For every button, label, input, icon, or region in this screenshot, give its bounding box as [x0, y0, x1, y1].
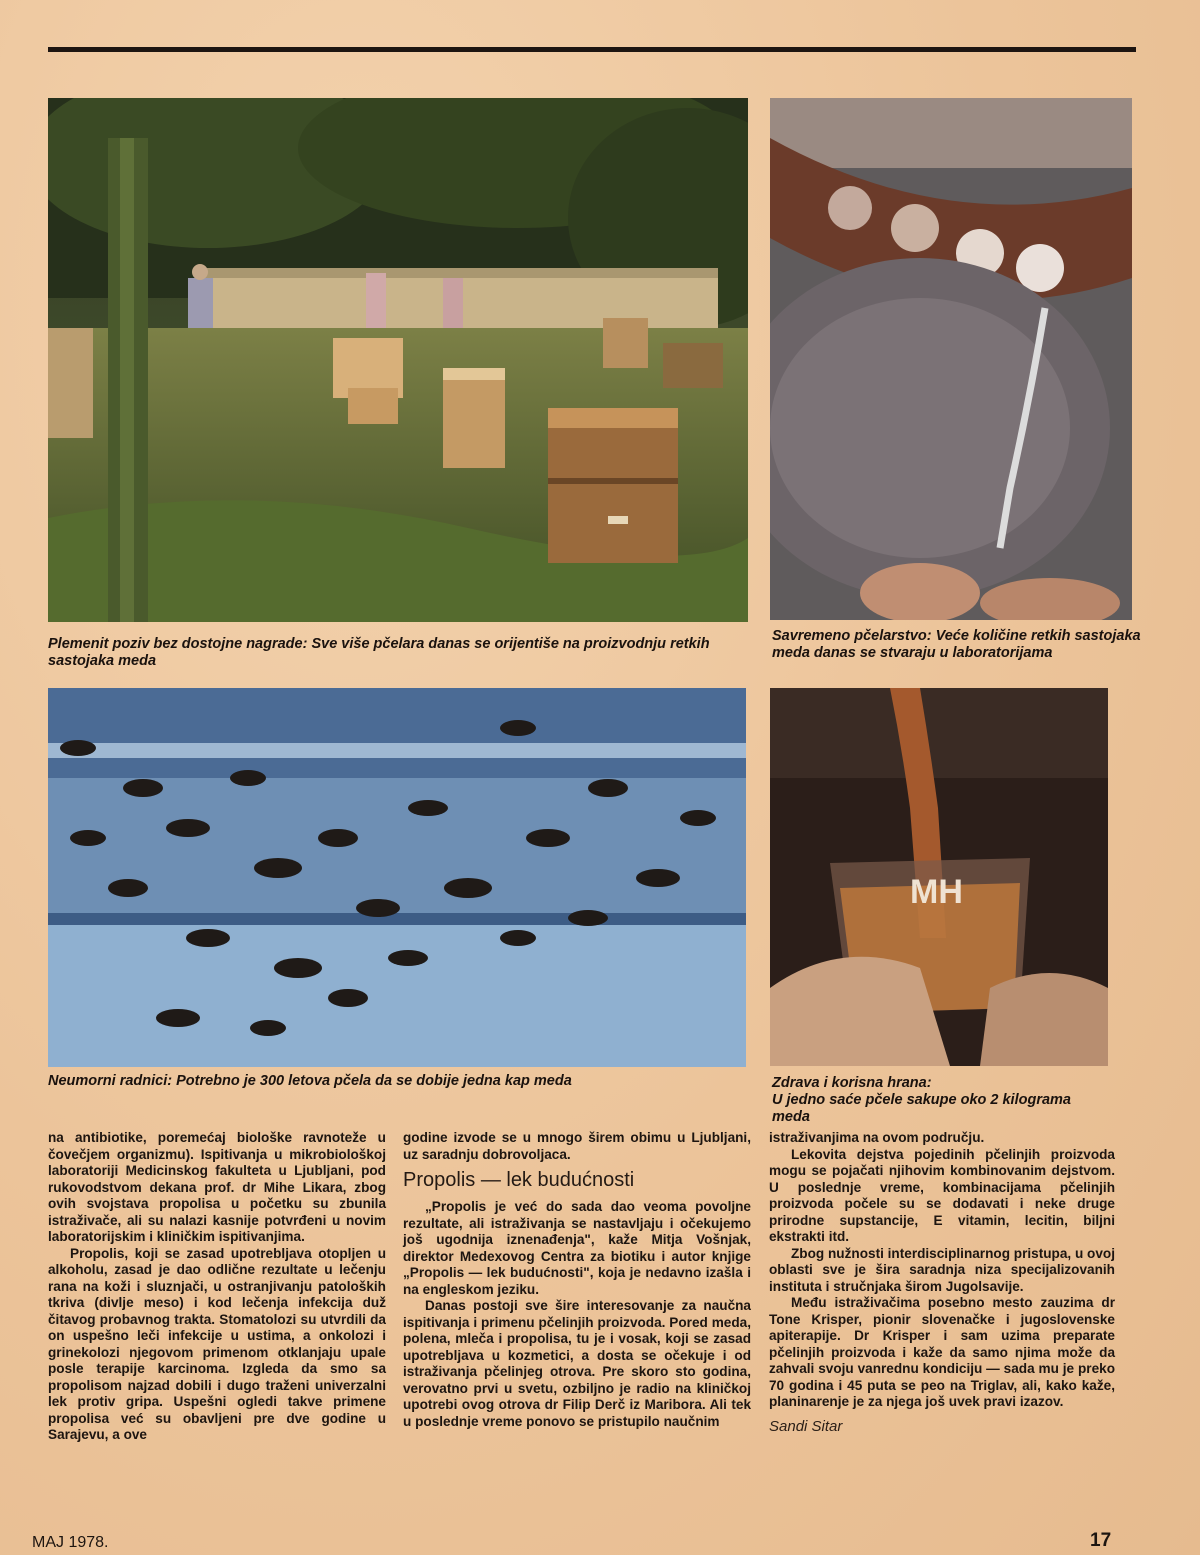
col3-para-2: Zbog nužnosti interdisciplinarnog pristupa, u ovoj oblasti sve je šira saradnja niza specijalizovanih instituta i stručnjaka širom Jugolsavije.	[769, 1245, 1115, 1294]
author-signature: Sandi Sitar	[769, 1417, 843, 1435]
top-rule	[48, 47, 1136, 52]
page-number: 17	[1090, 1530, 1112, 1551]
issue-date: MAJ 1978.	[32, 1534, 109, 1551]
bees-caption: Neumorni radnici: Potrebno je 300 letova pčela da se dobije jedna kap meda	[48, 1073, 572, 1089]
col2-para-2: Danas postoji sve šire interesovanje za naučna ispitivanja i primenu pčelinjih proizvoda. Pored meda, polena, mleča i propolisa, tu je i vosak, koji se zasad upotrebljava u kozmetici, a dosta se očekuje i od istraživanja pčelinjeg otrova. Pre skoro sto godina, verovatno prvi u svetu, ozbiljno je radio na kliničkoj upotrebi ovog otrova dr Filip Derč iz Maribora. Ali tek u poslednje vreme ponovo se pristupilo naučnim	[403, 1298, 751, 1429]
col3-para-3: Među istraživačima posebno mesto zauzima dr Tone Krisper, pionir slovenačke i jugoslovenske apiterapije. Dr Krisper i sam uzima preparate pčelinjih proizvoda i kaže da samo njima može da zahvali svoju vanrednu kondiciju — sada mu je preko 70 godina i 45 puta se peo na Triglav, ali, kako kaže, planinarenje je za njega još uvek pravi izazov.	[769, 1295, 1115, 1409]
bees-photo	[48, 688, 746, 1067]
honey-photo	[770, 688, 1108, 1066]
lab-caption: Savremeno pčelarstvo: Veće količine retkih sastojaka meda danas se stvaraju u laboratorijama	[772, 628, 1141, 661]
col1-para-1: na antibiotike, poremećaj biološke ravnoteže u čovečjem organizmu). Ispitivanja u mikrobiološkoj laboratoriji Medicinskog fakulteta u Ljubljani, pod rukovodstvom dekana prof. dr Mihe Likara, zbog ovih svojstava propolisa u početku su zbunila istraživače, ali su nalazi kasnije potvrđeni u novim laboratorijskim i kliničkim ispitivanjima.	[48, 1130, 386, 1244]
apiary-caption: Plemenit poziv bez dostojne nagrade: Sve više pčelara danas se orijentiše na proizvodnju retkih sastojaka meda	[48, 636, 710, 669]
col2-intro: godine izvode se u mnogo širem obimu u Ljubljani, uz saradnju dobrovoljaca.	[403, 1130, 751, 1162]
article-column-1	[48, 1130, 386, 1444]
honey-caption	[772, 1075, 1092, 1126]
col3-para-1: Lekovita dejstva pojedinih pčelinjih proizvoda mogu se pojačati njihovim kombinovanim dejstvom. U poslednje vreme, kombinacijama pčelinjih proizvoda počele su se dodavati i neke druge prirodne supstancije, E vitamin, lecitin, biljni ekstrakti itd.	[769, 1146, 1115, 1244]
apiary-photo	[48, 98, 748, 622]
col2-para-1: „Propolis je već do sada dao veoma povoljne rezultate, ali istraživanja se nastavljaju i očekujemo još ugodnija iznenađenja", kaže Mitja Vošnjak, direktor Medexovog Centra za biotiku i autor knjige „Propolis — lek budućnosti", koja je nedavno izašla i na engleskom jeziku.	[403, 1199, 751, 1297]
honey-caption-line1: Zdrava i korisna hrana:	[772, 1075, 932, 1091]
jar-label: MH	[910, 873, 963, 911]
lab-photo	[770, 98, 1132, 620]
col1-para-2: Propolis, koji se zasad upotrebljava otopljen u alkoholu, zasad je dao odlične rezultate u lečenju rana na koži i sluznjači, u ostranjivanju patoloških tkriva (divlje meso) i kod lečenja infekcija duž čitavog probavnog trakta. Stomatolozi su utvrdili da on uspešno leči infekcije u ustima, a onkolozi i grinekolozi njegovom primenom otklanjaju upale posle terapije karcinoma. Izgleda da smo sa propolisom najzad dobili i dugo traženi univerzalni lek protiv gripa. Uspešni ogledi takve primene propolisa već su obavljeni pre dve godine u Sarajevu, a ove	[48, 1245, 386, 1442]
article-column-2	[403, 1130, 751, 1430]
honey-caption-line2: U jedno saće pčele sakupe oko 2 kilograma meda	[772, 1092, 1071, 1125]
article-column-3	[769, 1130, 1115, 1435]
section-subhead: Propolis — lek budućnosti	[403, 1169, 635, 1191]
col3-intro: istraživanjima na ovom području.	[769, 1130, 985, 1145]
